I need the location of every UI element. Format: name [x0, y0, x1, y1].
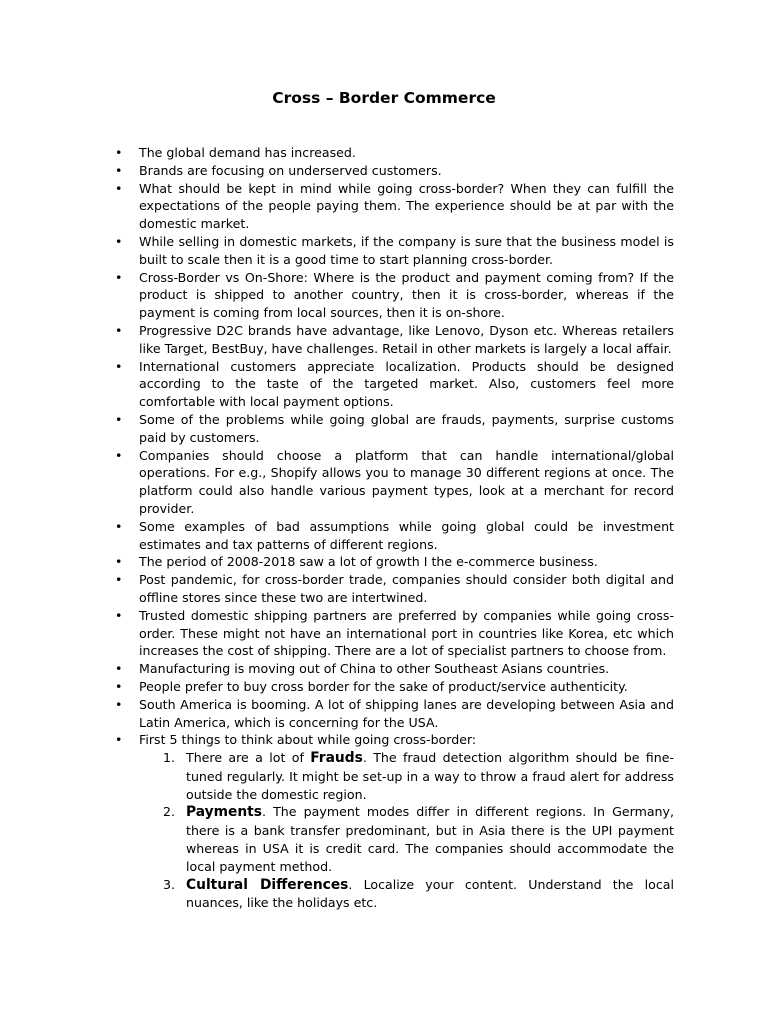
bullet-text: The global demand has increased. [139, 145, 356, 160]
bullet-item [115, 447, 674, 518]
item-number: 1. [163, 750, 176, 766]
item-number: 3. [163, 876, 176, 892]
item-text: . The payment modes differ in different regions. In Germany, there is a bank transfer predominant, but in Asia there is the UPI payment whereas in USA it is credit card. The companies should accommodate the local payment method. [186, 804, 674, 874]
bullet-text: Some examples of bad assumptions while going global could be investment estimates and tax patterns of different regions. [139, 518, 674, 552]
bullet-icon: • [115, 447, 123, 463]
bullet-icon: • [115, 732, 123, 748]
numbered-list [139, 749, 674, 912]
bullet-text: Cross-Border vs On-Shore: Where is the product and payment coming from? If the product is shipped to another country, then it is cross-border, whereas if the payment is coming from local sources, then it is on-shore. [139, 269, 674, 321]
bullet-text: Progressive D2C brands have advantage, like Lenovo, Dyson etc. Whereas retailers like Target, BestBuy, have challenges. Retail in other markets is largely a local affair. [139, 322, 674, 356]
bullet-icon: • [115, 358, 123, 374]
bullet-icon: • [115, 518, 123, 534]
bullet-item [115, 553, 674, 571]
bullet-icon: • [115, 269, 123, 285]
numbered-item [163, 749, 675, 803]
item-number: 2. [163, 804, 176, 820]
item-prefix: There are a lot of [186, 750, 311, 766]
bullet-item [115, 518, 674, 554]
bullet-item [115, 607, 674, 660]
bullet-item [115, 269, 674, 322]
bullet-item [115, 144, 674, 162]
bullet-text: What should be kept in mind while going cross-border? When they can fulfill the expectations of the people paying them. The experience should be at par with the domestic market. [139, 180, 674, 232]
bullet-icon: • [115, 145, 123, 160]
bullet-text: First 5 things to think about while going cross-border: [139, 732, 477, 748]
item-text: . Localize your content. Understand the local nuances, like the holidays etc. [186, 876, 674, 911]
bullet-icon: • [115, 411, 123, 427]
bullet-text: People prefer to buy cross border for the sake of product/service authenticity. [139, 678, 628, 694]
numbered-item [163, 803, 674, 875]
bullet-text: Brands are focusing on underserved customers. [139, 162, 442, 178]
bullet-icon: • [115, 233, 123, 249]
numbered-item [163, 876, 674, 913]
bullet-item [115, 571, 674, 607]
bullet-icon: • [115, 554, 123, 570]
bullet-text: South America is booming. A lot of shipping lanes are developing between Asia and Latin America, which is concerning for the USA. [139, 696, 674, 730]
bullet-item [115, 180, 674, 233]
bullet-item [115, 696, 674, 732]
item-text: . The fraud detection algorithm should be fine-tuned regularly. It might be set-up in a way to throw a fraud alert for address outside the domestic region. [186, 750, 675, 802]
bullet-icon: • [115, 696, 123, 712]
bullet-text: While selling in domestic markets, if the company is sure that the business model is built to scale then it is a good time to start planning cross-border. [139, 233, 674, 267]
bullet-text: The period of 2008-2018 saw a lot of growth I the e-commerce business. [139, 554, 598, 570]
bullet-text: International customers appreciate localization. Products should be designed according to the taste of the targeted market. Also, customers feel more comfortable with local payment options. [139, 358, 674, 410]
bullet-icon: • [115, 678, 123, 694]
bullet-list [115, 144, 675, 912]
item-keyword: Payments [186, 804, 262, 821]
bullet-text: Some of the problems while going global are frauds, payments, surprise customs paid by customers. [139, 411, 674, 445]
document-title: Cross – Border Commerce [272, 89, 496, 107]
item-keyword: Frauds [310, 750, 363, 767]
bullet-icon: • [115, 180, 123, 196]
bullet-item [115, 411, 674, 447]
bullet-text: Post pandemic, for cross-border trade, companies should consider both digital and offline stores since these two are intertwined. [139, 572, 674, 605]
bullet-text: Companies should choose a platform that can handle international/global operations. For e.g., Shopify allows you to manage 30 different regions at once. The platform could also handle various payment types, look at a merchant for record provider. [139, 447, 674, 516]
bullet-icon: • [115, 322, 123, 338]
bullet-item [115, 358, 674, 411]
bullet-item [115, 322, 674, 358]
bullet-item [115, 660, 674, 678]
bullet-icon: • [115, 572, 123, 588]
item-keyword: Cultural Differences [186, 876, 349, 893]
bullet-item [115, 233, 674, 269]
bullet-icon: • [115, 661, 123, 677]
bullet-item [115, 731, 675, 912]
bullet-icon: • [115, 162, 123, 178]
bullet-text: Trusted domestic shipping partners are preferred by companies while going cross-order. These might not have an international port in countries like Korea, etc which increases the cost of shipping. There are a lot of specialist partners to choose from. [139, 607, 674, 659]
bullet-icon: • [115, 607, 123, 623]
bullet-item [115, 678, 674, 696]
bullet-text: Manufacturing is moving out of China to other Southeast Asians countries. [139, 661, 610, 677]
bullet-item [115, 162, 674, 180]
